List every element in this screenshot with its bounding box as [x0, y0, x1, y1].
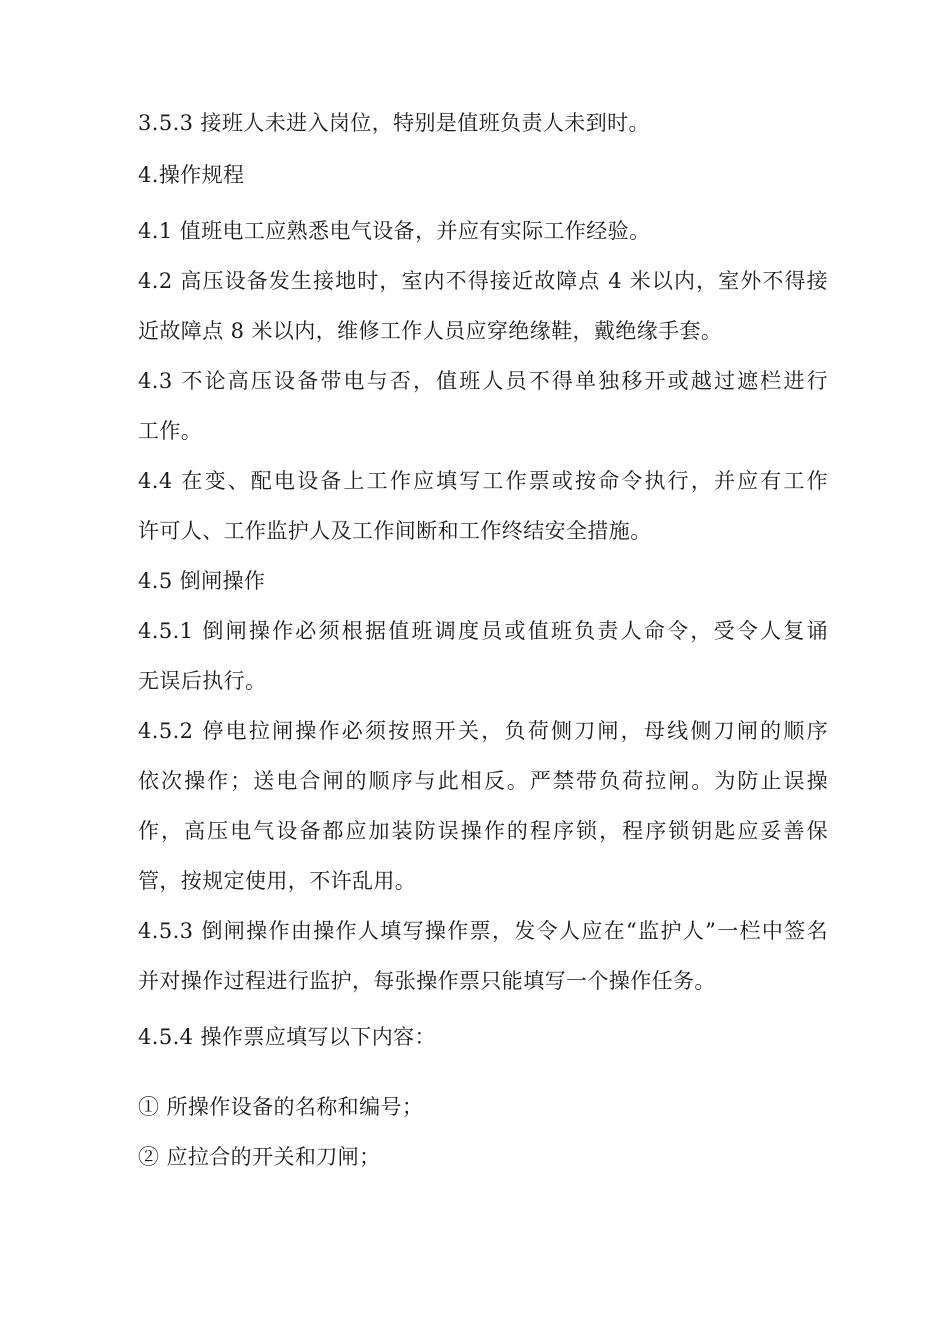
text-line-4-5-2-d: 管，按规定使用，不许乱用。: [138, 869, 417, 893]
text-line-4-5-2-c: 作，高压电气设备都应加装防误操作的程序锁，程序锁钥匙应妥善保: [138, 819, 828, 843]
text-line-4-1: 4.1 值班电工应熟悉电气设备，并应有实际工作经验。: [138, 219, 651, 243]
text-line-4-5-1-a: 4.5.1 倒闸操作必须根据值班调度员或值班负责人命令，受令人复诵: [138, 619, 828, 643]
text-line-4-5-4: 4.5.4 操作票应填写以下内容：: [138, 1025, 436, 1049]
text-line-4-4-a: 4.4 在变、配电设备上工作应填写工作票或按命令执行，并应有工作: [138, 469, 828, 493]
list-item-2: ② 应拉合的开关和刀闸；: [138, 1145, 381, 1169]
text-line-4-2-a: 4.2 高压设备发生接地时，室内不得接近故障点 4 米以内，室外不得接: [138, 269, 828, 293]
subsection-heading-4-5: 4.5 倒闸操作: [138, 569, 266, 593]
text-line-4-5-3-a: 4.5.3 倒闸操作由操作人填写操作票，发令人应在“监护人”一栏中签名: [138, 919, 828, 943]
text-line-3-5-3: 3.5.3 接班人未进入岗位，特别是值班负责人未到时。: [138, 111, 650, 135]
text-line-4-2-b: 近故障点 8 米以内，维修工作人员应穿绝缘鞋，戴绝缘手套。: [138, 319, 723, 343]
list-item-1: ① 所操作设备的名称和编号；: [138, 1095, 424, 1119]
section-heading-4: 4.操作规程: [138, 163, 245, 187]
text-line-4-5-3-b: 并对操作过程进行监护，每张操作票只能填写一个操作任务。: [138, 969, 716, 993]
text-line-4-4-b: 许可人、工作监护人及工作间断和工作终结安全措施。: [138, 519, 652, 543]
text-line-4-3-a: 4.3 不论高压设备带电与否，值班人员不得单独移开或越过遮栏进行: [138, 369, 828, 393]
text-line-4-5-2-b: 依次操作；送电合闸的顺序与此相反。严禁带负荷拉闸。为防止误操: [138, 769, 828, 793]
text-line-4-5-2-a: 4.5.2 停电拉闸操作必须按照开关，负荷侧刀闸，母线侧刀闸的顺序: [138, 719, 828, 743]
text-line-4-5-1-b: 无误后执行。: [138, 669, 267, 693]
text-line-4-3-b: 工作。: [138, 419, 203, 443]
